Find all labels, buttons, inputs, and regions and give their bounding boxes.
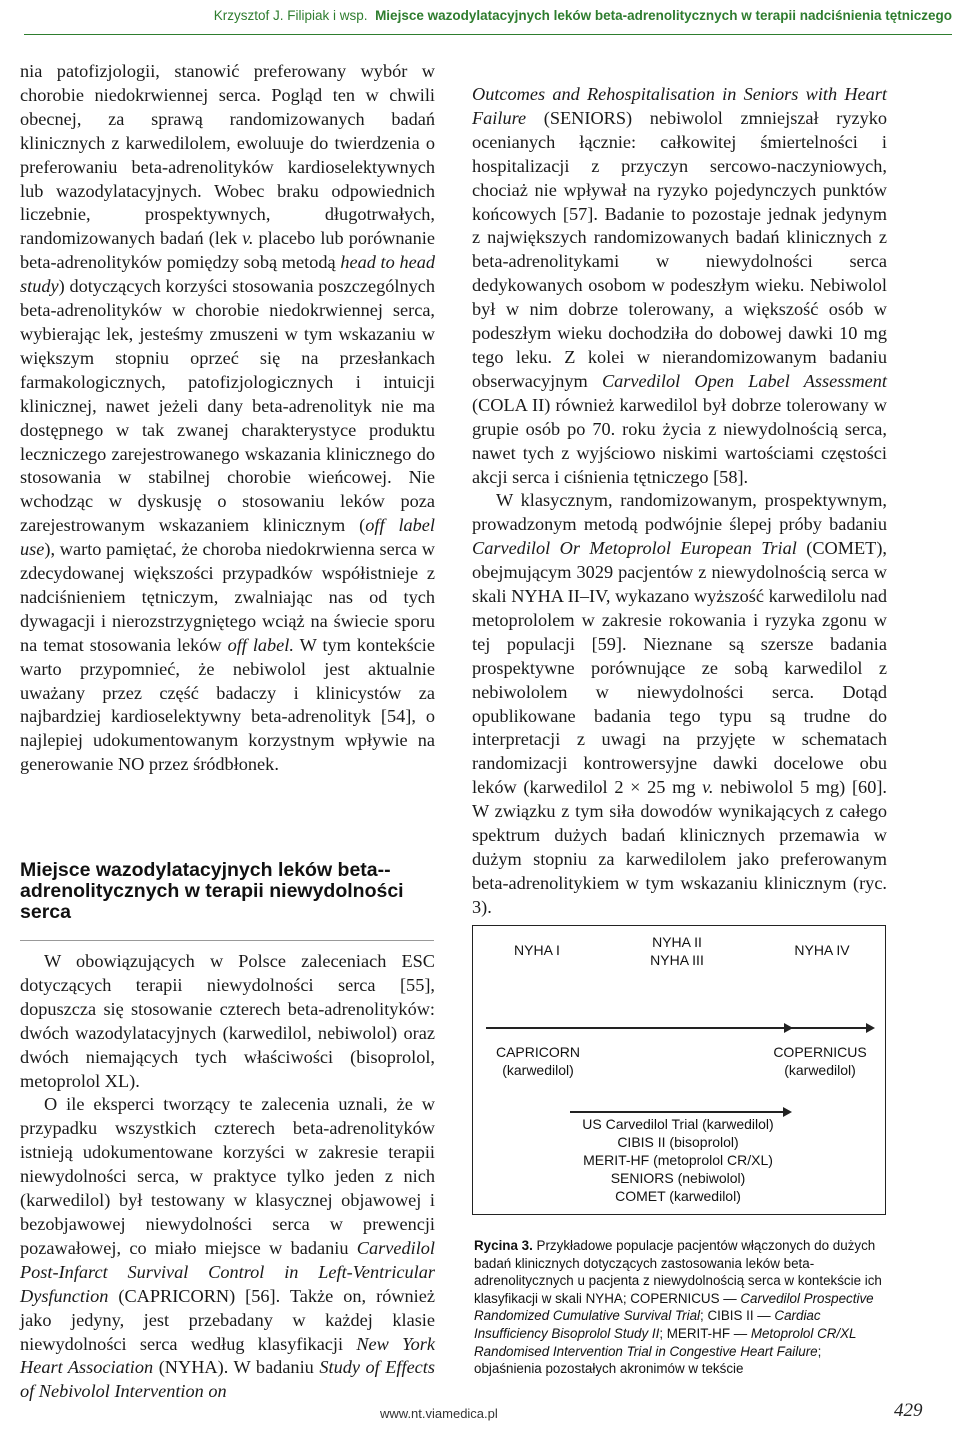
trial-comet: COMET (karwedilol) <box>615 1188 741 1204</box>
running-header <box>214 8 952 23</box>
section-rule <box>20 940 434 941</box>
left-column <box>20 60 435 777</box>
header-rule <box>24 34 952 35</box>
left-paragraph-1: nia patofizjologii, stanowić preferowany wybór w chorobie niedokrwiennej serca. Pogląd ten w chwili obecnej, za sprawą randomizowanych badań klinicznych z karwedilolem, ewoluuje do twierdzenia o preferowaniu beta-adrenolityków kardioselektywnych lub wazodylatacyjnych. Wobec braku odpowiednich liczebnie, prospektywnych, długotrwałych, randomizowanych badań (lek v. placebo lub porównanie beta-adrenolityków pomiędzy sobą metodą head to head study) dotyczących korzyści stosowania poszczególnych beta-adrenolityków w chorobie niedokrwiennej serca, wybierając lek, jesteśmy zmuszeni w tym wskazaniu w większym stopniu oprzeć się na przesłankach farmakologicznych, patofizjologicznych i intuicji klinicznej, nawet jeżeli dany beta-adrenolityk nie ma dostępnego w tak zwanej charakterystyce produktu leczniczego zarejestrowanego wskazania klinicznego do stosowania w stabilnej chorobie wieńcowej. Nie wchodząc w dyskusję o stosowaniu leków poza zarejestrowanym wskazaniem klinicznym (off label use), warto pamiętać, że choroba niedokrwienna serca w zdecydowanej większości przypadków współistnieje z nadciśnieniem tętniczym, zwalniając nas od tych dywagacji i nierozstrzygniętego wciąż na świecie sporu na temat stosowania leków off label. W tym kontekście warto przypomnieć, że nebiwolol jest aktualnie uważany przez część badaczy i klinicystów za najbardziej kardioselektywny beta-adrenolityk [54], o najlepiej udokumentowanym korzystnym wpływie na generowanie NO przez śródbłonek. <box>20 61 436 775</box>
copernicus-label: COPERNICUS (karwedilol) <box>773 1044 867 1078</box>
copernicus-arrow-line <box>570 1027 868 1029</box>
trials-list <box>568 1115 788 1205</box>
left-paragraph-2: W obowiązujących w Polsce zaleceniach ESC dotyczących terapii niewydolności serca [55], dopuszcza się stosowanie czterech beta-adrenolityków: dwóch wazodylatacyjnych (karwedilol, nebiwolol) oraz dwóch niemających tych właściwości (bisoprolol, metoprolol XL). <box>20 951 435 1091</box>
footer-url: www.nt.viamedica.pl <box>380 1406 498 1421</box>
page-number: 429 <box>894 1400 923 1421</box>
left-column-lower <box>20 950 435 1404</box>
capricorn-label: CAPRICORN (karwedilol) <box>495 1044 580 1078</box>
left-paragraph-3: O ile eksperci tworzący te zalecenia uznali, że w przypadku wszystkich czterech beta-adrenolityków istnieją udokumentowane korzyści w zakresie terapii niewydolności serca, w praktyce tylko jeden z nich (karwedilol) był testowany w klasycznej objawowej i bezobjawowej niewydolności serca w prewencji pozawałowej, co miało miejsce w badaniu Carvedilol Post-Infarct Survival Control in Left-Ventricular Dysfunction (CAPRICORN) [56]. Także on, również jako jedyny, jest przebadany w każdej klasie niewydolności serca według klasyfikacji New York Heart Association (NYHA). W badaniu Study of Effects of Nebivolol Intervention on <box>20 1094 435 1402</box>
trials-arrow-line <box>570 1111 785 1113</box>
header-title: Miejsce wazodylatacyjnych leków beta-adrenolitycznych w terapii nadciśnienia tętniczego <box>375 8 952 23</box>
header-authors: Krzysztof J. Filipiak i wsp. <box>213 8 368 23</box>
right-paragraph-2: W klasycznym, randomizowanym, prospektywnym, prowadzonym metodą podwójnie ślepej próby badaniu Carvedilol Or Metoprolol European Trial (COMET), obejmującym 3029 pacjentów z niewydolnością serca w skali NYHA II–IV, wykazano wyższość karwedilolu nad metoprololem w zakresie rokowania i ryzyka zgonu w tej populacji [59]. Nieznane są szersze badania prospektywne porównujące ze sobą karwedilol z nebiwololem w niewydolności serca. Dotąd opublikowane badania tego typu są trudne do interpretacji z uwagi na przyjęte w schematach randomizacji kontrowersyjne dawki docelowe obu leków (karwedilol 2 × 25 mg v. nebiwolol 5 mg) [60]. W związku z tym siła dowodów wynikających z całego spektrum dużych badań klinicznych przemawia w dużym stopniu za karwedilolem jako preferowanym beta-adrenolitykiem w tym wskazaniu klinicznym (ryc. 3). <box>472 490 887 917</box>
trial-merit-hf: MERIT-HF (metoprolol CR/XL) <box>583 1152 773 1168</box>
right-column <box>472 83 887 920</box>
nyha-2-3-label: NYHA II NYHA III <box>650 934 704 968</box>
trial-cibis-ii: CIBIS II (bisoprolol) <box>617 1134 739 1150</box>
trial-seniors: SENIORS (nebiwolol) <box>610 1170 746 1186</box>
figure-3-diagram <box>472 925 886 1215</box>
copernicus-arrowhead <box>866 1023 875 1033</box>
nyha-4-label: NYHA IV <box>794 942 850 958</box>
nyha-1-label: NYHA I <box>514 942 560 958</box>
section-heading: Miejsce wazodylatacyjnych leków beta--adrenolitycznych w terapii niewydolności serca <box>20 859 404 923</box>
trial-us-carvedilol: US Carvedilol Trial (karwedilol) <box>582 1116 774 1132</box>
figure-caption: Rycina 3. Przykładowe populacje pacjentów włączonych do dużych badań klinicznych dotyczących zastosowania leków beta-adrenolitycznych u pacjenta z niewydolnością serca w kontekście ich klasyfikacji w skali NYHA; COPERNICUS — Carvedilol Prospective Randomized Cumulative Survival Trial; CIBIS II — Cardiac Insufficiency Bisoprolol Study II; MERIT-HF — Metoprolol CR/XL Randomised Intervention Trial in Congestive Heart Failure; objaśnienia pozostałych akronimów w tekście <box>474 1238 882 1377</box>
right-paragraph-1: Outcomes and Rehospitalisation in Seniors with Heart Failure (SENIORS) nebiwolol zmniejszał ryzyko ocenianych łącznie: całkowitej śmiertelności i hospitalizacji z przyczyn sercowo-naczyniowych, chociaż nie wpływał na ryzyko pojedynczych punktów końcowych [57]. Badanie to pozostaje jednak jedynym z największych randomizowanych badań klinicznych z beta-adrenolitykami w niewydolności serca dedykowanych osobom w podeszłym wieku. Nebiwolol był w nim dobrze tolerowany, a większość osób w podeszłym wieku dochodziła do dobowej dawki 10 mg tego leku. Z kolei w nierandomizowanym badaniu obserwacyjnym Carvedilol Open Label Assessment (COLA II) również karwedilol był dobrze tolerowany w grupie osób po 70. roku życia z niewydolnością serca, nawet tych z wyjściowo niskimi wartościami częstości akcji serca i ciśnienia tętniczego [58]. <box>472 84 887 487</box>
